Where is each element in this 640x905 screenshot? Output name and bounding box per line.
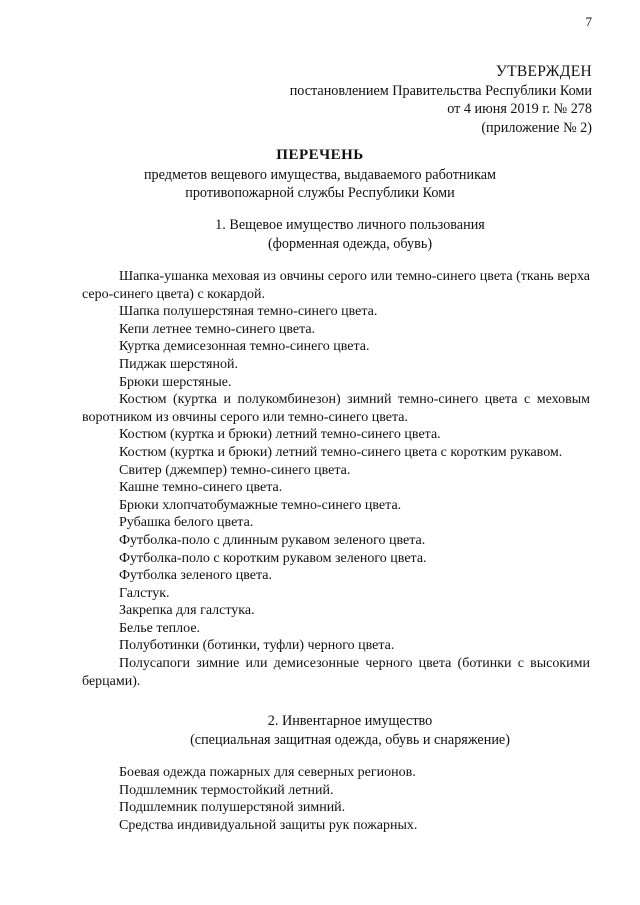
list-item: Кашне темно-синего цвета.: [119, 480, 283, 496]
page-number: 7: [585, 14, 592, 29]
list-item: Футболка зеленого цвета.: [119, 568, 272, 584]
approval-title: УТВЕРЖДЕН: [495, 63, 592, 80]
list-item: Полуботинки (ботинки, туфли) черного цвета.: [119, 638, 395, 654]
list-item: Брюки шерстяные.: [119, 374, 232, 390]
list-item: Галстук.: [119, 585, 170, 601]
list-item: Костюм (куртка и брюки) летний темно-синего цвета с коротким рукавом.: [119, 444, 563, 460]
list-item: Полусапоги зимние или демисезонные черного цвета (ботинки с высокими берцами).: [82, 656, 590, 689]
approval-block: [290, 63, 592, 137]
list-item: Куртка демисезонная темно-синего цвета.: [119, 339, 370, 355]
subtitle-line-2: противопожарной службы Республики Коми: [185, 185, 455, 201]
list-item: Шапка-ушанка меховая из овчины серого или темно-синего цвета (ткань верха серо-синего цвета) с кокардой.: [82, 269, 590, 302]
list-item: Подшлемник термостойкий летний.: [119, 782, 334, 798]
approval-line-1: постановлением Правительства Республики Коми: [289, 82, 592, 99]
section-2-heading-line-2: (специальная защитная одежда, обувь и снаряжение): [190, 731, 510, 748]
list-item: Средства индивидуальной защиты рук пожарных.: [119, 817, 418, 833]
section-1-heading-line-1: 1. Вещевое имущество личного пользования: [215, 217, 485, 233]
section-1-heading: [0, 216, 640, 253]
section-2-item-list: [82, 764, 590, 834]
approval-line-2: от 4 июня 2019 г. № 278: [447, 101, 592, 117]
document-title: ПЕРЕЧЕНЬ: [276, 147, 364, 163]
section-1-heading-line-2: (форменная одежда, обувь): [267, 235, 433, 252]
list-item: Футболка-поло с коротким рукавом зеленого цвета.: [119, 550, 427, 566]
list-item: Свитер (джемпер) темно-синего цвета.: [119, 462, 351, 478]
list-item: Шапка полушерстяная темно-синего цвета.: [119, 304, 378, 320]
list-item: Костюм (куртка и брюки) летний темно-синего цвета.: [119, 427, 441, 443]
list-item: Кепи летнее темно-синего цвета.: [119, 321, 316, 337]
section-2-heading: [0, 712, 640, 749]
document-subtitle: [0, 166, 640, 202]
list-item: Брюки хлопчатобумажные темно-синего цвета.: [119, 497, 402, 513]
subtitle-line-1: предметов вещевого имущества, выдаваемого работникам: [143, 167, 497, 183]
list-item: Белье теплое.: [119, 620, 201, 636]
list-item: Пиджак шерстяной.: [119, 356, 238, 372]
section-1-item-list: [82, 268, 590, 690]
approval-line-3: (приложение № 2): [481, 119, 592, 136]
section-2-heading-line-1: 2. Инвентарное имущество: [267, 713, 433, 729]
list-item: Подшлемник полушерстяной зимний.: [119, 800, 346, 816]
list-item: Боевая одежда пожарных для северных регионов.: [119, 765, 416, 780]
list-item: Футболка-поло с длинным рукавом зеленого цвета.: [119, 532, 426, 548]
list-item: Закрепка для галстука.: [119, 603, 255, 619]
list-item: Костюм (куртка и полукомбинезон) зимний темно-синего цвета с меховым воротником из овчины серого или темно-синего цвета.: [82, 392, 590, 425]
list-item: Рубашка белого цвета.: [119, 515, 254, 531]
